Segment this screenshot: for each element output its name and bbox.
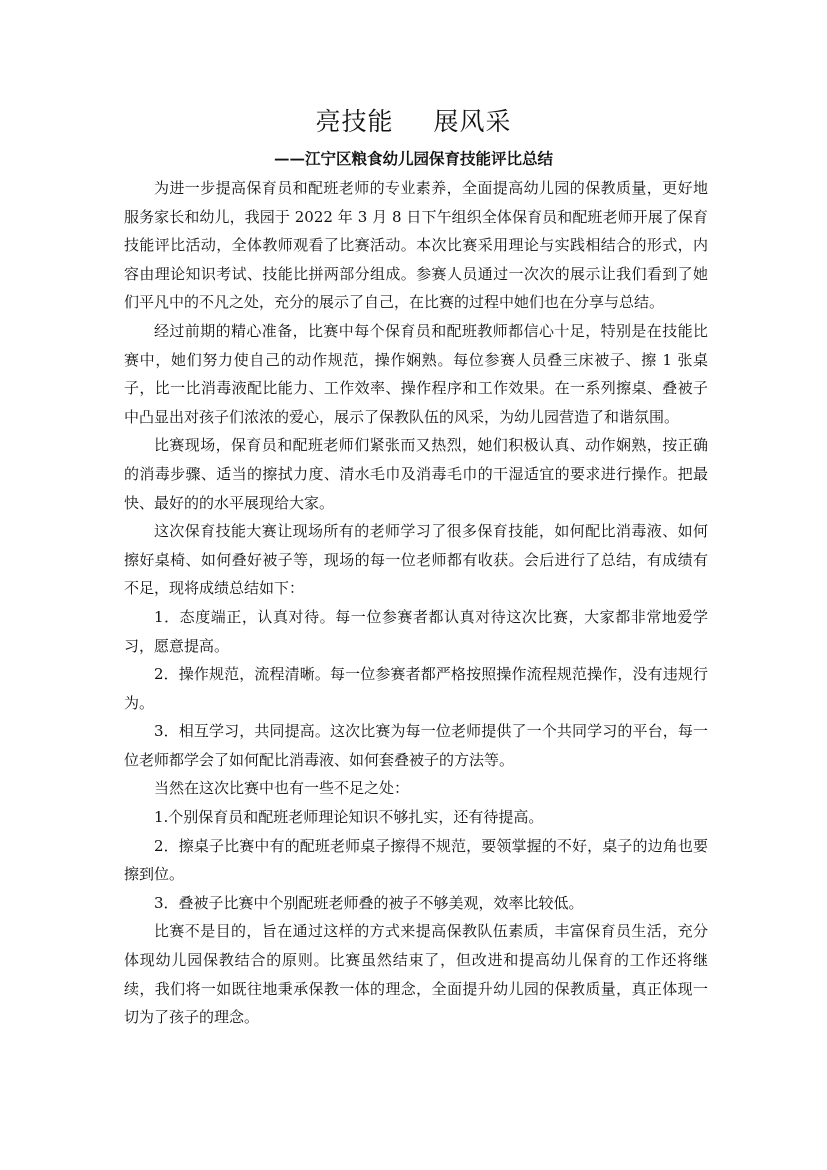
document-subtitle: ——江宁区粮食幼儿园保育技能评比总结 bbox=[273, 149, 553, 168]
paragraph-intro: 为进一步提高保育员和配班老师的专业素养，全面提高幼儿园的保教质量，更好地服务家长和幼儿，我园于 2022 年 3 月 8 日下午组织全体保育员和配班老师开展了保育技能评比活动，全体教师观看了比赛活动。本次比赛采用理论与实践相结合的形式，内容由理论知识考试、技能比拼两部分组成。参赛人员通过一次次的展示让我们看到了她们平凡中的不凡之处，充分的展示了自己，在比赛的过程中她们也在分享与总结。 bbox=[124, 179, 708, 312]
title-part-left: 亮技能 bbox=[315, 107, 394, 136]
title-part-right: 展风采 bbox=[433, 107, 512, 136]
list-item-shortcoming-1: 1.个别保育员和配班老师理论知识不够扎实，还有待提高。 bbox=[154, 808, 544, 827]
document-title bbox=[0, 104, 827, 140]
paragraph-conclusion: 比赛不是目的，旨在通过这样的方式来提高保教队伍素质，丰富保育员生活，充分体现幼儿园保教结合的原则。比赛虽然结束了，但改进和提高幼儿保育的工作还将继续，我们将一如既往地秉承保教一体的理念，全面提升幼儿园的保教质量，真正体现一切为了孩子的理念。 bbox=[124, 922, 708, 1027]
paragraph-preparation: 经过前期的精心准备，比赛中每个保育员和配班教师都信心十足，特别是在技能比赛中，她们努力使自己的动作规范，操作娴熟。每位参赛人员叠三床被子、擦 1 张桌子，比一比消毒液配比能力、工作效率、操作程序和工作效果。在一系列擦桌、叠被子中凸显出对孩子们浓浓的爱心，展示了保教队伍的风采，为幼儿园营造了和谐氛围。 bbox=[124, 321, 708, 426]
list-item-achievement-1: 1．态度端正，认真对待。每一位参赛者都认真对待这次比赛，大家都非常地爱学习，愿意提高。 bbox=[124, 607, 708, 655]
paragraph-scene: 比赛现场，保育员和配班老师们紧张而又热烈，她们积极认真、动作娴熟，按正确的消毒步骤、适当的擦拭力度、清水毛巾及消毒毛巾的干湿适宜的要求进行操作。把最快、最好的的水平展现给大家。 bbox=[124, 436, 708, 512]
document-body bbox=[124, 174, 708, 1032]
list-item-shortcoming-3: 3．叠被子比赛中个别配班老师叠的被子不够美观，效率比较低。 bbox=[154, 893, 584, 912]
list-item-achievement-2: 2．操作规范，流程清晰。每一位参赛者都严格按照操作流程规范操作，没有违规行为。 bbox=[124, 665, 708, 712]
list-item-achievement-3: 3．相互学习，共同提高。这次比赛为每一位老师提供了一个共同学习的平台，每一位老师都学会了如何配比消毒液、如何套叠被子的方法等。 bbox=[124, 722, 708, 769]
list-item-shortcoming-2: 2．擦桌子比赛中有的配班老师桌子擦得不规范，要领掌握的不好，桌子的边角也要擦到位。 bbox=[124, 836, 708, 884]
paragraph-shortcomings-intro: 当然在这次比赛中也有一些不足之处： bbox=[154, 779, 410, 798]
paragraph-summary-intro: 这次保育技能大赛让现场所有的老师学习了很多保育技能，如何配比消毒液、如何擦好桌椅、如何叠好被子等，现场的每一位老师都有收获。会后进行了总结，有成绩有不足，现将成绩总结如下： bbox=[124, 522, 708, 598]
